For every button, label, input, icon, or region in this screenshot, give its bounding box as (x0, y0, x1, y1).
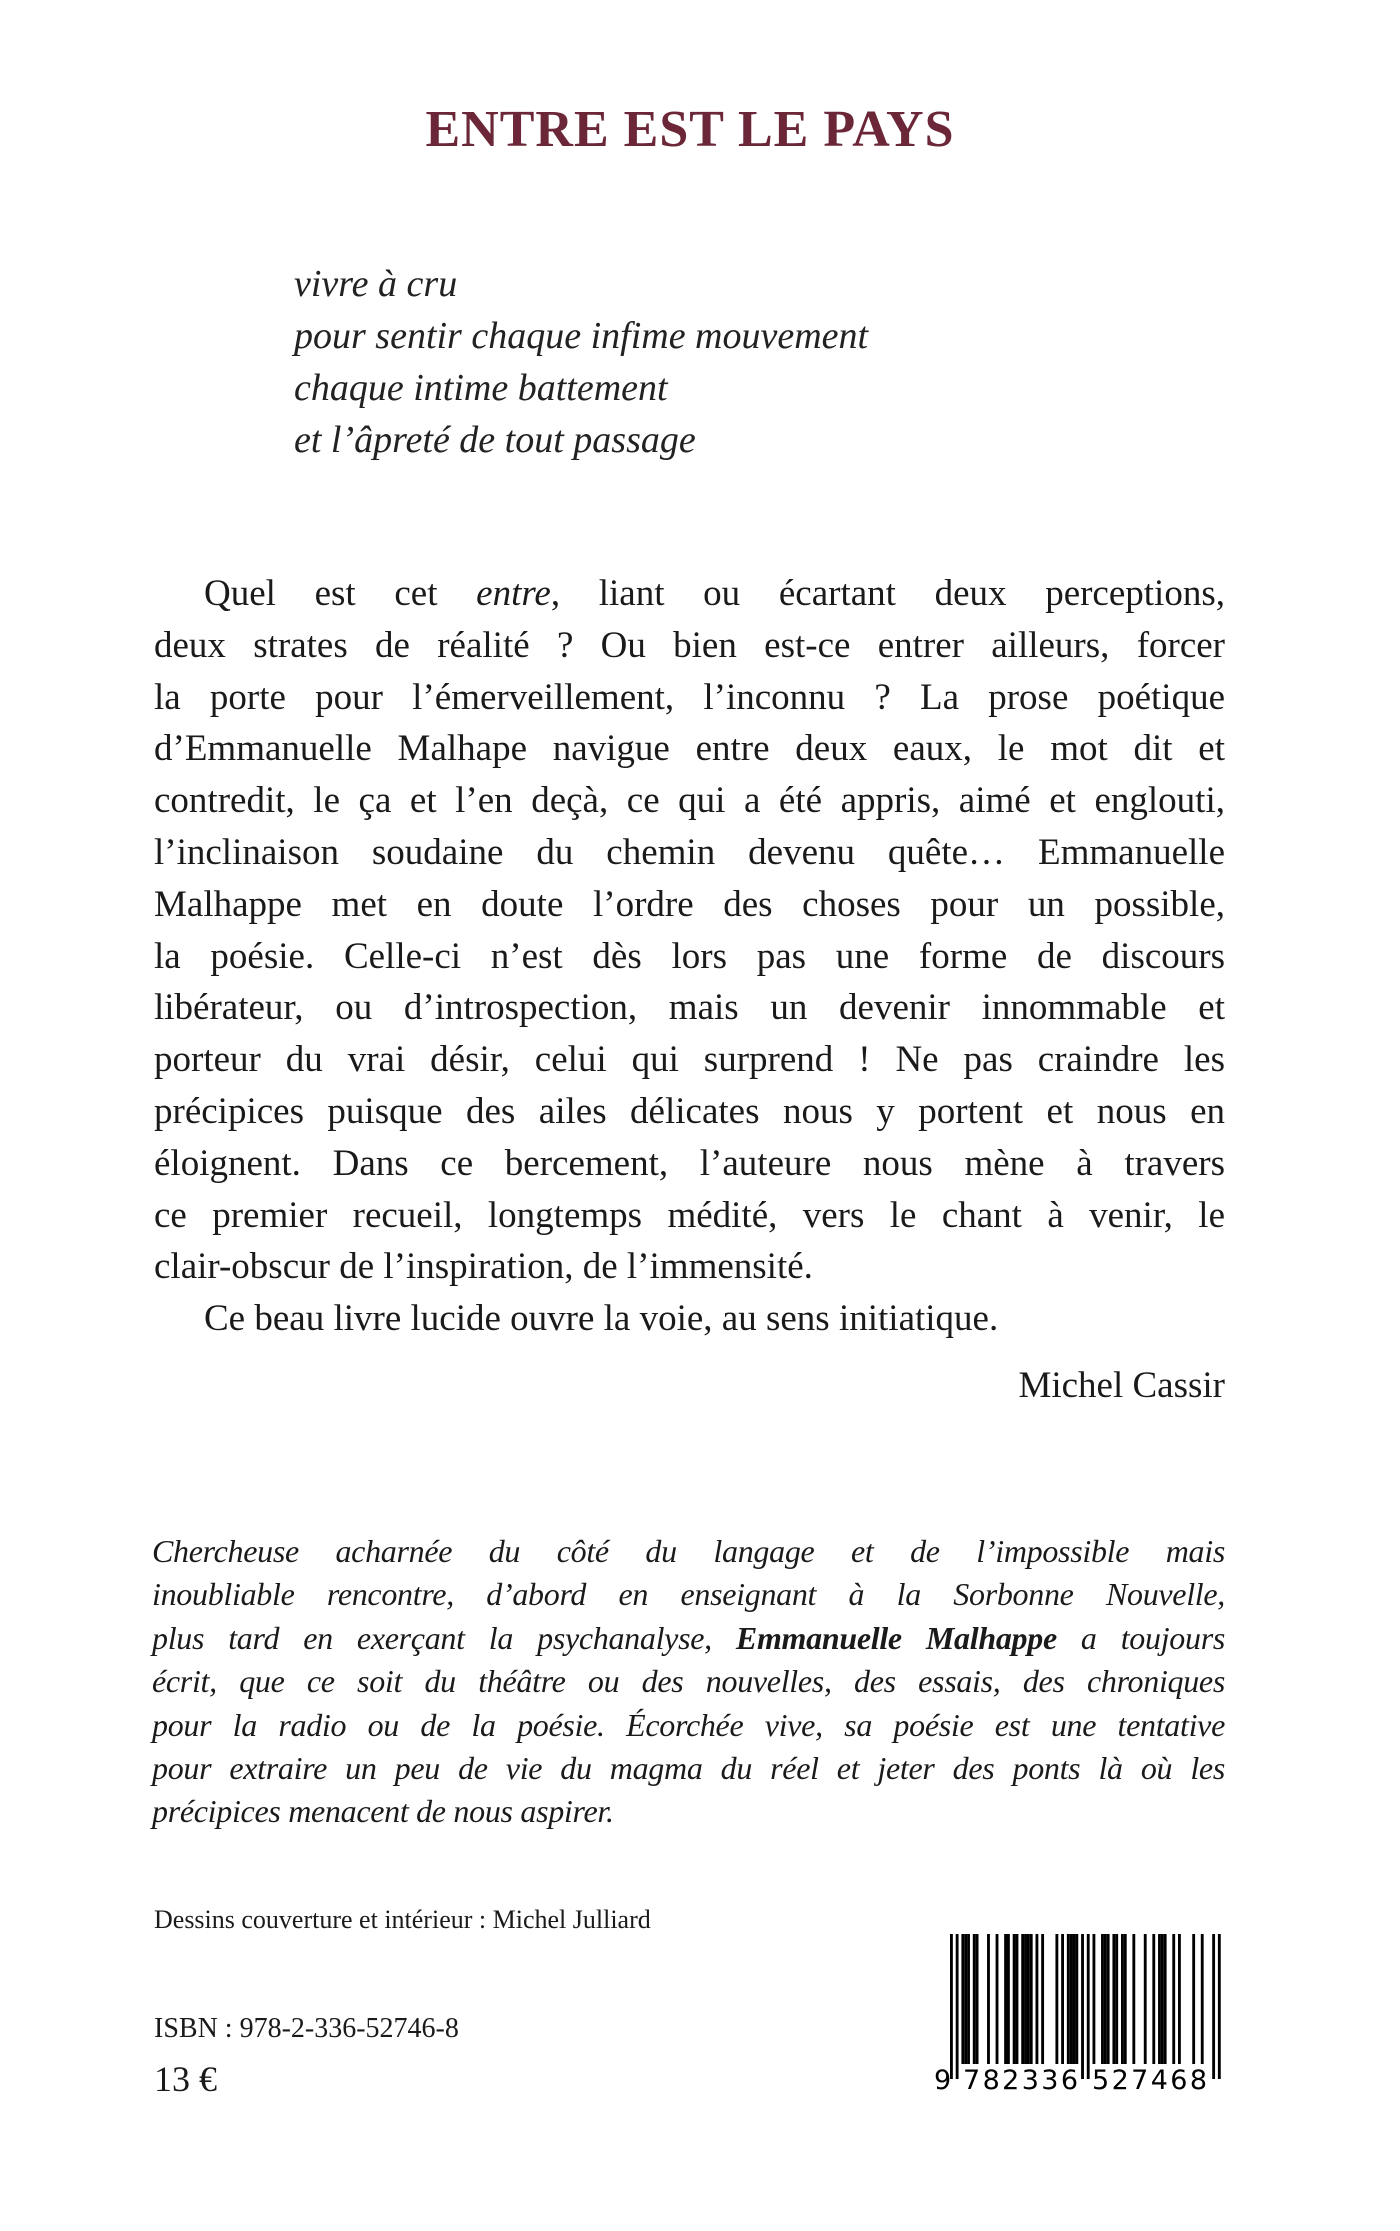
poem-line: chaque intime battement (294, 367, 668, 409)
blurb-signature: Michel Cassir (1018, 1365, 1225, 1406)
barcode-bar (1061, 1934, 1064, 2064)
blurb-closing: Ce beau livre lucide ouvre la voie, au sens initiatique. (204, 1298, 999, 1340)
barcode-bar (1158, 1934, 1161, 2064)
barcode-bar (1041, 1934, 1044, 2064)
blurb-line: contredit, le ça et l’en deçà, ce qui a été appris, aimé et englouti, (154, 780, 1225, 822)
barcode-bar (1075, 1934, 1078, 2064)
book-title: ENTRE EST LE PAYS (425, 101, 955, 158)
barcode-bar (1081, 1934, 1084, 2079)
poem-line: pour sentir chaque infime mouvement (294, 315, 869, 357)
blurb-line: libérateur, ou d’introspection, mais un devenir innommable et (154, 987, 1225, 1029)
barcode-bar (1192, 1934, 1195, 2064)
bio-line: précipices menacent de nous aspirer. (152, 1793, 614, 1830)
text-segment: , liant ou écartant deux perceptions, (550, 573, 1225, 614)
bio-line (152, 1617, 1225, 1660)
barcode-bar (1101, 1934, 1104, 2064)
illustration-credits: Dessins couverture et intérieur : Michel Julliard (154, 1905, 651, 1934)
price: 13 € (154, 2059, 217, 2099)
blurb-line: porteur du vrai désir, celui qui surprend ! Ne pas craindre les (154, 1039, 1225, 1081)
blurb-line: ce premier recueil, longtemps médité, vers le chant à venir, le (154, 1194, 1225, 1236)
barcode-bar (1124, 1934, 1127, 2064)
barcode-bar (976, 1934, 979, 2064)
barcode-bar (1027, 1934, 1030, 2064)
barcode-bar (1067, 1934, 1070, 2064)
barcode-bar (1036, 1934, 1039, 2064)
barcode-bar (1055, 1934, 1058, 2064)
barcode-bar (1112, 1934, 1115, 2064)
barcode-bar (1024, 1934, 1027, 2064)
bio-line: écrit, que ce soit du théâtre ou des nouvelles, des essais, des chroniques (152, 1663, 1225, 1700)
barcode-bar (1016, 1934, 1019, 2064)
barcode-bar (1144, 1934, 1147, 2064)
barcode-bar (1107, 1934, 1110, 2064)
blurb-paragraph (154, 568, 1225, 1345)
blurb-line: la porte pour l’émerveillement, l’inconnu ? La prose poétique (154, 676, 1225, 718)
barcode-bar (1007, 1934, 1010, 2064)
barcode-bar (987, 1934, 990, 2064)
barcode-digit-first: 9 (934, 2065, 952, 2096)
barcode-bar (1004, 1934, 1007, 2064)
bio-line: Chercheuse acharnée du côté du langage et de l’impossible mais (152, 1533, 1225, 1569)
text-segment: Quel est cet (204, 573, 477, 614)
barcode (930, 1934, 1230, 2099)
barcode-bar (1121, 1934, 1124, 2064)
barcode-bar (1013, 1934, 1016, 2064)
barcode-bar (1164, 1934, 1167, 2064)
text-segment: a toujours (1056, 1619, 1225, 1656)
barcode-bar (1021, 1934, 1024, 2064)
barcode-bar (961, 1934, 964, 2064)
barcode-bar (1115, 1934, 1118, 2064)
emphasis-word: entre (476, 573, 551, 614)
barcode-bar (1087, 1934, 1090, 2079)
barcode-bar (967, 1934, 970, 2064)
blurb-line: éloignent. Dans ce bercement, l’auteure nous mène à travers (154, 1142, 1225, 1184)
text-segment: plus tard en exerçant la psychanalyse, (152, 1619, 736, 1656)
barcode-bar (1070, 1934, 1073, 2064)
barcode-digits-right: 527468 (1092, 2065, 1207, 2096)
barcode-bar (1178, 1934, 1181, 2064)
blurb-line: l’inclinaison soudaine du chemin devenu quête… Emmanuelle (154, 831, 1225, 873)
barcode-bar (1104, 1934, 1107, 2064)
barcode-digits-left: 782336 (963, 2065, 1078, 2096)
barcode-bar (1172, 1934, 1175, 2064)
poem-line: et l’âpreté de tout passage (294, 419, 696, 461)
bio-line: inoubliable rencontre, d’abord en enseignant à la Sorbonne Nouvelle, (152, 1576, 1225, 1613)
barcode-bar (956, 1934, 959, 2079)
epigraph-poem (294, 258, 868, 466)
blurb-line: d’Emmanuelle Malhape navigue entre deux eaux, le mot dit et (154, 728, 1225, 770)
barcode-bar (964, 1934, 967, 2064)
barcode-bar (996, 1934, 999, 2064)
author-name: Emmanuelle Malhappe (735, 1619, 1057, 1656)
barcode-bar (1218, 1934, 1221, 2079)
barcode-bar (973, 1934, 976, 2064)
blurb-line: précipices puisque des ailes délicates nous y portent et nous en (154, 1090, 1225, 1132)
author-bio (152, 1530, 1225, 1834)
barcode-bar (1161, 1934, 1164, 2064)
barcode-bar (950, 1934, 953, 2079)
barcode-bar (1093, 1934, 1096, 2064)
isbn: ISBN : 978-2-336-52746-8 (154, 2013, 459, 2044)
barcode-bar (1132, 1934, 1135, 2064)
blurb-line: Malhappe met en doute l’ordre des choses pour un possible, (154, 883, 1225, 925)
bio-line: pour la radio ou de la poésie. Écorchée vive, sa poésie est une tentative (152, 1706, 1225, 1743)
barcode-bar (1212, 1934, 1215, 2079)
barcode-bar (1152, 1934, 1155, 2064)
blurb-line: la poésie. Celle-ci n’est dès lors pas une forme de discours (154, 935, 1225, 977)
bio-line: pour extraire un peu de vie du magma du réel et jeter des ponts là où les (152, 1750, 1225, 1787)
blurb-line: clair-obscur de l’inspiration, de l’immensité. (154, 1246, 813, 1288)
barcode-bar (1073, 1934, 1076, 2064)
barcode-bar (1030, 1934, 1033, 2064)
barcode-bar (1201, 1934, 1204, 2064)
poem-line: vivre à cru (294, 263, 458, 305)
blurb-line: deux strates de réalité ? Ou bien est-ce entrer ailleurs, forcer (154, 624, 1225, 666)
blurb-line (154, 568, 1225, 620)
